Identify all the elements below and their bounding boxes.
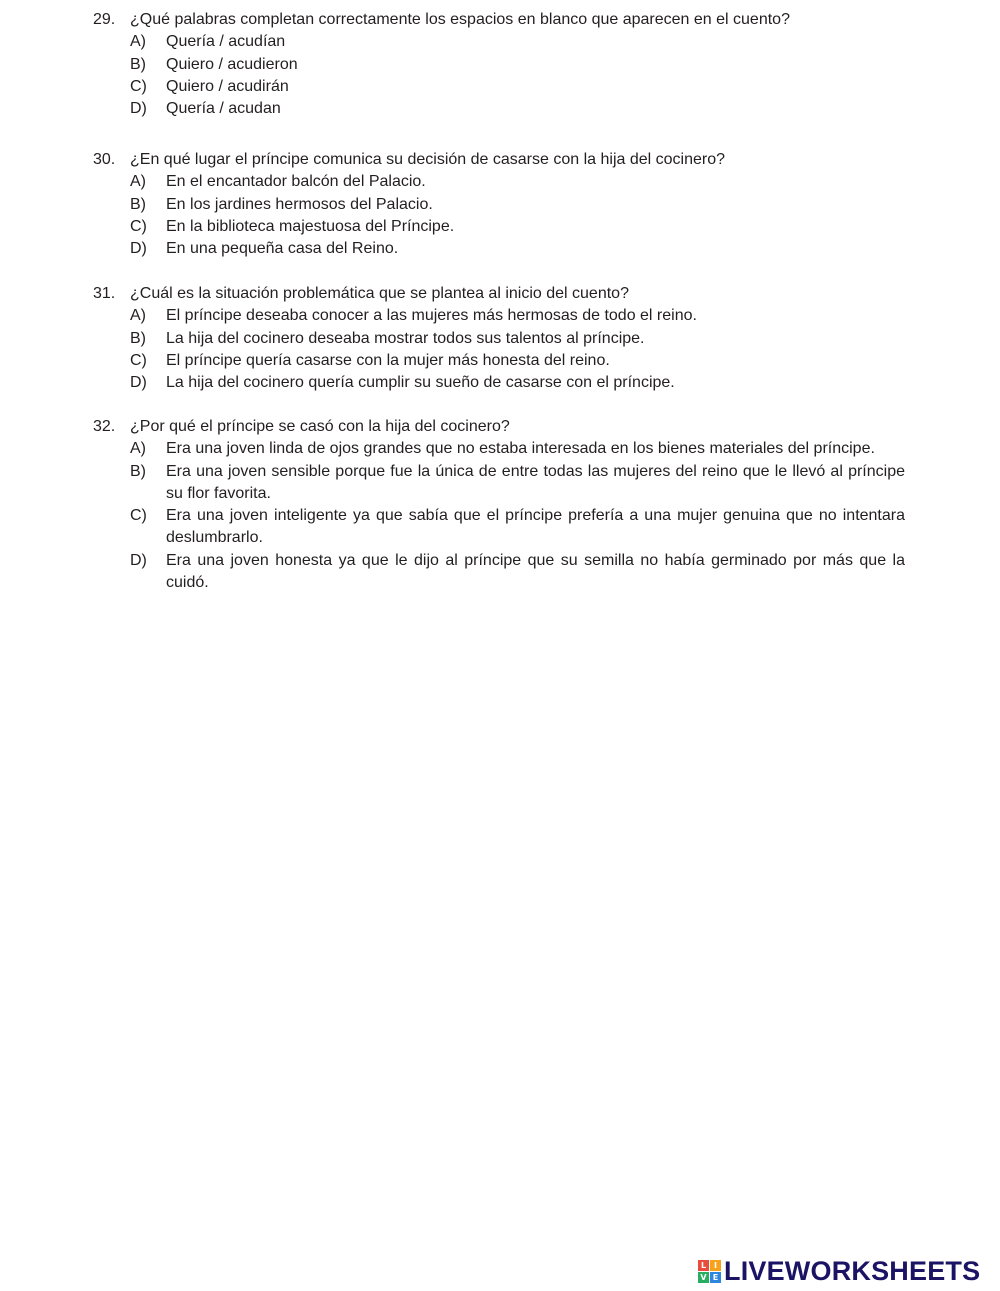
option-list bbox=[93, 31, 905, 120]
option-d[interactable] bbox=[93, 98, 905, 120]
question-text: ¿En qué lugar el príncipe comunica su decisión de casarse con la hija del cocinero? bbox=[130, 151, 726, 168]
option-a[interactable] bbox=[93, 171, 905, 193]
option-text: Era una joven inteligente ya que sabía que el príncipe prefería a una mujer genuina que no intentara deslumbrarlo. bbox=[166, 507, 905, 547]
logo-tile: V bbox=[698, 1272, 709, 1283]
option-letter: C) bbox=[130, 217, 147, 235]
option-b[interactable] bbox=[93, 54, 905, 76]
option-b[interactable] bbox=[93, 328, 905, 350]
option-letter: A) bbox=[130, 440, 146, 458]
liveworksheets-brand[interactable] bbox=[698, 1256, 980, 1286]
option-letter: B) bbox=[130, 329, 146, 347]
option-text: El príncipe quería casarse con la mujer más honesta del reino. bbox=[166, 351, 610, 369]
option-c[interactable] bbox=[93, 350, 905, 372]
question-text: ¿Qué palabras completan correctamente los espacios en blanco que aparecen en el cuento? bbox=[130, 11, 790, 28]
option-list bbox=[93, 305, 905, 394]
option-text: El príncipe deseaba conocer a las mujeres más hermosas de todo el reino. bbox=[166, 307, 697, 325]
option-d[interactable] bbox=[93, 372, 905, 394]
option-letter: C) bbox=[130, 351, 147, 369]
option-text: Quería / acudan bbox=[166, 100, 281, 118]
option-b[interactable] bbox=[93, 194, 905, 216]
option-text: Era una joven linda de ojos grandes que no estaba interesada en los bienes materiales del príncipe. bbox=[166, 440, 875, 458]
question-32 bbox=[93, 416, 905, 594]
question-stem bbox=[93, 416, 905, 438]
option-b[interactable] bbox=[93, 461, 905, 506]
question-30 bbox=[93, 149, 905, 260]
option-letter: C) bbox=[130, 507, 147, 525]
option-c[interactable] bbox=[93, 76, 905, 98]
option-text: Quería / acudían bbox=[166, 33, 286, 51]
option-letter: D) bbox=[130, 100, 147, 118]
option-text: Era una joven honesta ya que le dijo al príncipe que su semilla no había germinado por más que la cuidó. bbox=[166, 551, 905, 592]
option-a[interactable] bbox=[93, 438, 905, 460]
option-text: En una pequeña casa del Reino. bbox=[166, 240, 399, 258]
logo-tile: E bbox=[710, 1272, 721, 1283]
option-a[interactable] bbox=[93, 305, 905, 327]
option-d[interactable] bbox=[93, 550, 905, 595]
question-text: ¿Cuál es la situación problemática que se plantea al inicio del cuento? bbox=[130, 285, 629, 302]
option-letter: B) bbox=[130, 195, 146, 213]
option-text: Quiero / acudirán bbox=[166, 77, 289, 95]
option-c[interactable] bbox=[93, 216, 905, 238]
option-letter: D) bbox=[130, 551, 147, 569]
option-text: En los jardines hermosos del Palacio. bbox=[166, 195, 433, 213]
question-number: 29. bbox=[93, 11, 116, 28]
option-letter: B) bbox=[130, 462, 146, 480]
option-list bbox=[93, 171, 905, 260]
question-31 bbox=[93, 283, 905, 394]
option-letter: A) bbox=[130, 173, 146, 191]
option-text: Era una joven sensible porque fue la única de entre todas las mujeres del reino que le llevó al príncipe su flor favorita. bbox=[166, 462, 905, 502]
question-number: 30. bbox=[93, 151, 116, 168]
question-number: 32. bbox=[93, 418, 116, 435]
option-text: Quiero / acudieron bbox=[166, 55, 298, 73]
option-a[interactable] bbox=[93, 31, 905, 53]
option-letter: D) bbox=[130, 240, 147, 258]
question-stem bbox=[93, 9, 905, 31]
option-text: La hija del cocinero deseaba mostrar todos sus talentos al príncipe. bbox=[166, 329, 645, 347]
option-d[interactable] bbox=[93, 238, 905, 260]
option-letter: D) bbox=[130, 374, 147, 392]
option-text: En la biblioteca majestuosa del Príncipe. bbox=[166, 217, 455, 235]
question-29 bbox=[93, 9, 905, 120]
option-letter: B) bbox=[130, 55, 146, 73]
brand-name: LIVEWORKSHEETS bbox=[724, 1256, 981, 1286]
question-number: 31. bbox=[93, 285, 116, 302]
question-stem bbox=[93, 149, 905, 171]
question-stem bbox=[93, 283, 905, 305]
option-c[interactable] bbox=[93, 505, 905, 550]
option-text: La hija del cocinero quería cumplir su sueño de casarse con el príncipe. bbox=[166, 374, 675, 392]
question-text: ¿Por qué el príncipe se casó con la hija del cocinero? bbox=[130, 418, 510, 435]
logo-tile: L bbox=[698, 1260, 709, 1271]
option-letter: A) bbox=[130, 33, 146, 51]
option-letter: C) bbox=[130, 77, 147, 95]
liveworksheets-logo-icon bbox=[698, 1260, 721, 1283]
option-list bbox=[93, 438, 905, 594]
option-letter: A) bbox=[130, 307, 146, 325]
logo-tile: I bbox=[710, 1260, 721, 1271]
option-text: En el encantador balcón del Palacio. bbox=[166, 173, 426, 191]
